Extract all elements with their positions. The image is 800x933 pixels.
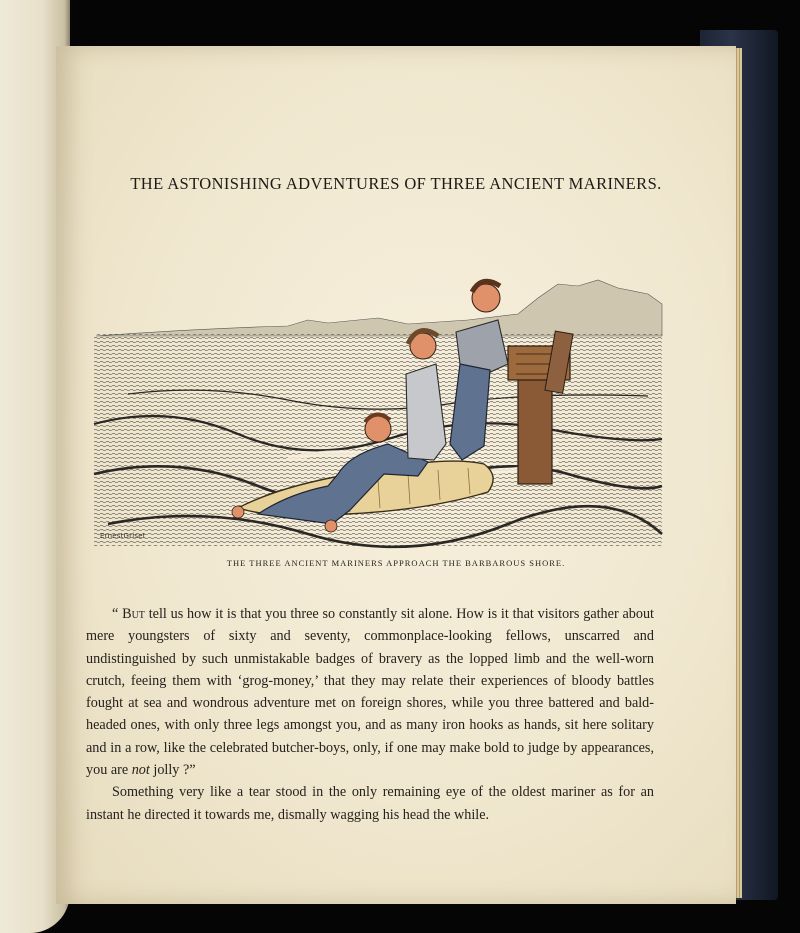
paragraph-1-text: tell us how it is that you three so constantly sit alone. How is it that visitors gather about mere youngsters of sixty and seventy, commonplace-looking fellows, unscarred and undistinguished by such unmistakable badges of bravery as the lopped limb and the well-worn crutch, feeing them with ‘grog-money,’ that they may relate their experiences of bloody battles fought at sea and wondrous adventure met on foreign shores, while you three battered and bald-headed ones, with only three legs amongst you, and as many iron hooks as hands, sit here solitary and in a row, like the celebrated butcher-boys, only, if one may make bold to judge by appearances, you are bbox=[86, 606, 654, 779]
open-quote: “ bbox=[112, 606, 119, 622]
paragraph-1-end: jolly ?” bbox=[149, 762, 196, 779]
body-text bbox=[86, 603, 654, 826]
emphasis-not: not bbox=[131, 762, 150, 779]
drop-word: But bbox=[122, 606, 145, 622]
paragraph-1 bbox=[86, 603, 654, 781]
illustration bbox=[88, 224, 668, 554]
illustration-caption: THE THREE ANCIENT MARINERS APPROACH THE BARBAROUS SHORE. bbox=[226, 558, 566, 568]
page-title: THE ASTONISHING ADVENTURES OF THREE ANCIENT MARINERS. bbox=[130, 174, 662, 193]
book-page bbox=[56, 46, 736, 904]
artist-signature: ErnestGriset bbox=[100, 532, 146, 540]
paragraph-2: Something very like a tear stood in the only remaining eye of the oldest mariner as for an instant he directed it towards me, dismally wagging his head the while. bbox=[86, 784, 654, 823]
distant-hills bbox=[96, 280, 662, 336]
